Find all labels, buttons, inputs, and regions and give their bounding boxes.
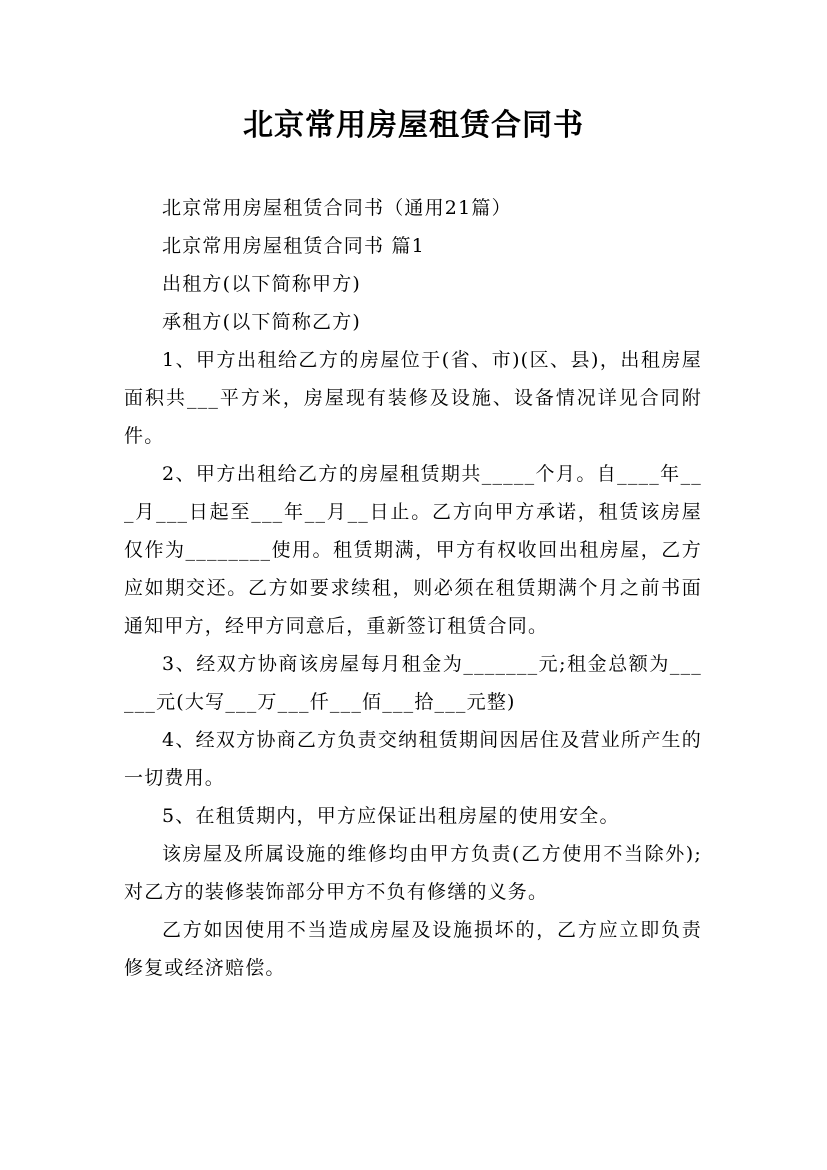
paragraph-clause-1: 1、甲方出租给乙方的房屋位于(省、市)(区、县)，出租房屋面积共___平方米，房屋现有装修及设施、设备情况详见合同附件。 (124, 349, 702, 447)
paragraph-lessee: 承租方(以下简称乙方) (162, 311, 362, 333)
paragraph-clause-2: 2、甲方出租给乙方的房屋租赁期共_____个月。自____年___月___日起至___年__月__日止。乙方向甲方承诺，租赁该房屋仅作为________使用。租赁期满，甲方有权收回出租房屋，乙方应如期交还。乙方如要求续租，则必须在租赁期满个月之前书面通知甲方，经甲方同意后，重新签订租赁合同。 (124, 463, 702, 637)
paragraph-maintenance: 该房屋及所属设施的维修均由甲方负责(乙方使用不当除外);对乙方的装修装饰部分甲方不负有修缮的义务。 (124, 843, 702, 903)
paragraph-damage: 乙方如因使用不当造成房屋及设施损坏的，乙方应立即负责修复或经济赔偿。 (124, 919, 702, 979)
document-title: 北京常用房屋租赁合同书 (243, 108, 584, 143)
paragraph-clause-5: 5、在租赁期内，甲方应保证出租房屋的使用安全。 (162, 805, 620, 827)
paragraph-clause-3: 3、经双方协商该房屋每月租金为_______元;租金总额为______元(大写___万___仟___佰___拾___元整) (124, 653, 702, 713)
paragraph-subtitle: 北京常用房屋租赁合同书（通用21篇） (162, 197, 512, 219)
document-body (124, 189, 702, 987)
paragraph-lessor: 出租方(以下简称甲方) (162, 273, 362, 295)
paragraph-clause-4: 4、经双方协商乙方负责交纳租赁期间因居住及营业所产生的一切费用。 (124, 729, 702, 789)
paragraph-section-heading: 北京常用房屋租赁合同书 篇1 (162, 235, 425, 257)
